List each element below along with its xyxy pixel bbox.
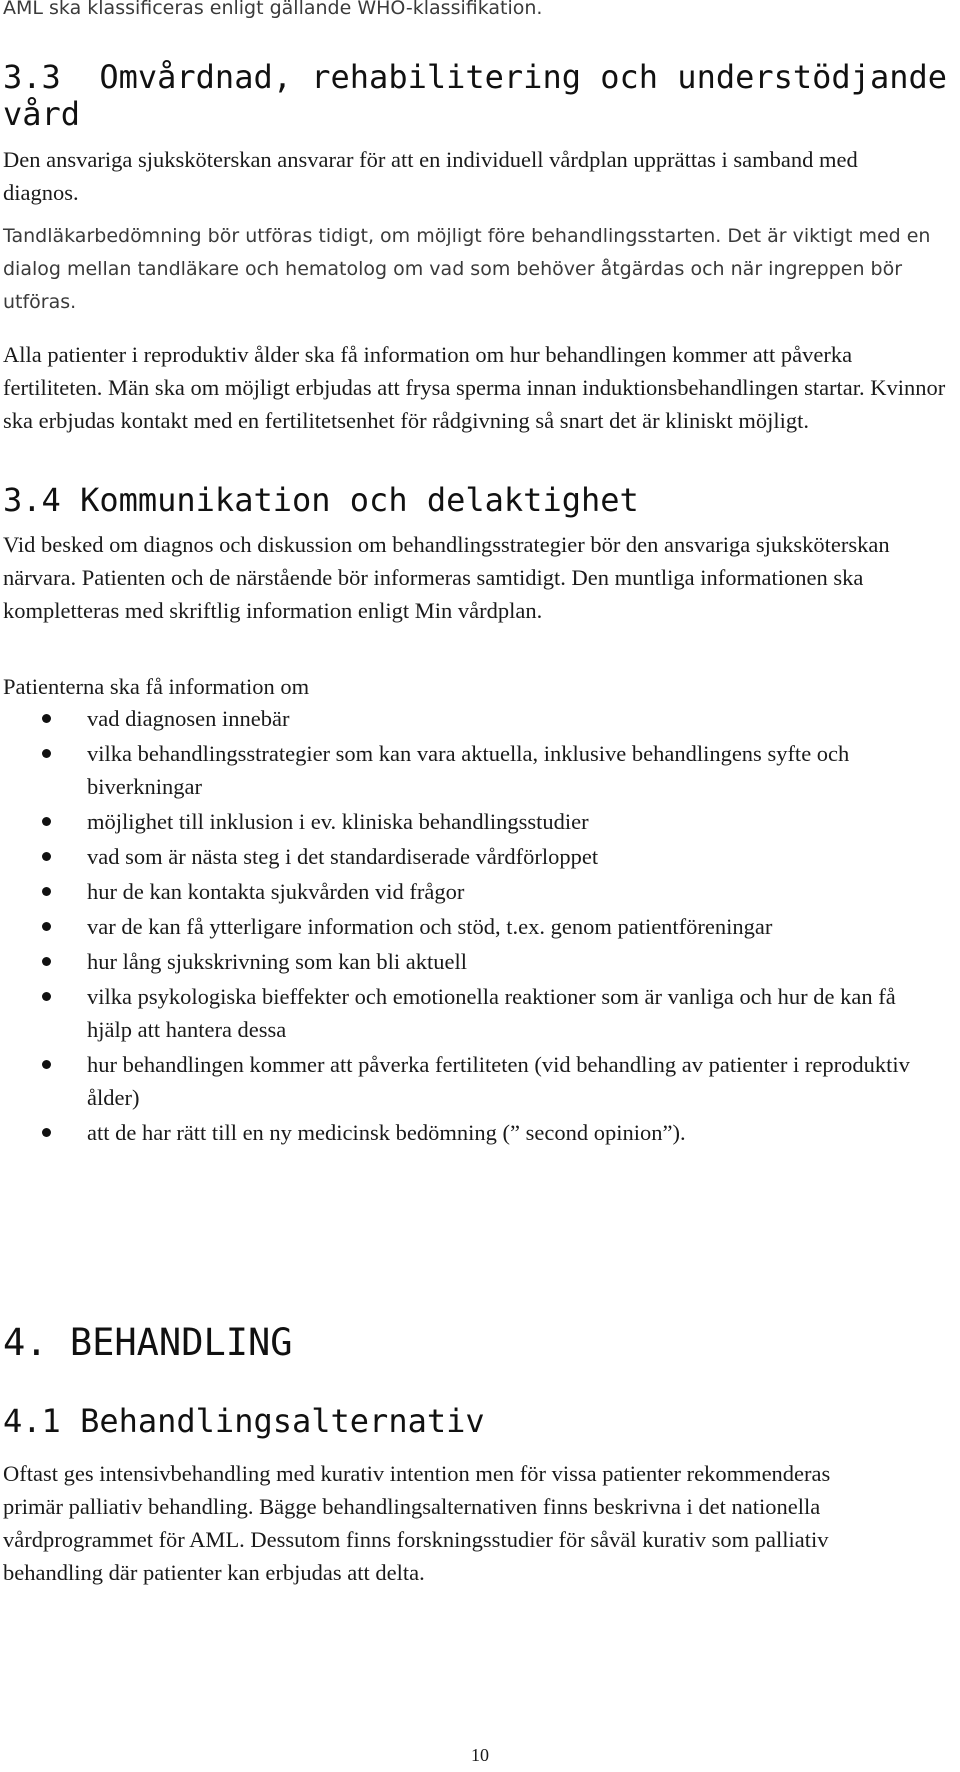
bullet-icon: [42, 714, 51, 723]
section-3-3-heading: [3, 58, 948, 133]
bullet-icon: [42, 992, 51, 1001]
list-item: hur lång sjukskrivning som kan bli aktuell: [3, 945, 943, 978]
page-number: 10: [471, 1745, 489, 1765]
list-item: hur de kan kontakta sjukvården vid frågor: [3, 875, 943, 908]
list-intro: Patienterna ska få information om: [3, 674, 310, 699]
list-item: möjlighet till inklusion i ev. kliniska behandlingsstudier: [3, 805, 943, 838]
list-item: vilka psykologiska bieffekter och emotionella reaktioner som är vanliga och hur de kan få hjälp att hantera dessa: [3, 980, 943, 1046]
section-3-3-heading-line2: vård: [3, 95, 81, 133]
list-item: hur behandlingen kommer att påverka fertiliteten (vid behandling av patienter i reproduktiv ålder): [3, 1048, 943, 1114]
bullet-icon: [42, 1128, 51, 1137]
list-item: vad diagnosen innebär: [3, 702, 943, 735]
information-list: [3, 702, 943, 1151]
bullet-icon: [42, 922, 51, 931]
bullet-icon: [42, 749, 51, 758]
section-3-3-heading-line1: 3.3 Omvårdnad, rehabilitering och understödjande: [3, 58, 948, 96]
section-3-3-paragraph-3: Alla patienter i reproduktiv ålder ska få information om hur behandlingen kommer att påverka fertiliteten. Män ska om möjligt erbjudas att frysa sperma innan induktionsbehandlingen startar. Kvinnor ska erbjudas kontakt med en fertilitetsenhet för rådgivning så snart det är kliniskt möjligt.: [3, 342, 946, 433]
section-4-heading: 4. BEHANDLING: [3, 1321, 293, 1364]
section-3-3-paragraph-2: Tandläkarbedömning bör utföras tidigt, om möjligt före behandlingsstarten. Det är viktigt med en dialog mellan tandläkare och hematolog om vad som behöver åtgärdas och när ingreppen bör utföras.: [3, 225, 931, 313]
list-item: var de kan få ytterligare information och stöd, t.ex. genom patientföreningar: [3, 910, 943, 943]
section-3-4-heading: 3.4 Kommunikation och delaktighet: [3, 481, 639, 519]
section-3-4-paragraph-1: Vid besked om diagnos och diskussion om behandlingsstrategier bör den ansvariga sjuksköterskan närvara. Patienten och de närstående bör informeras samtidigt. Den muntliga informationen ska kompletteras med skriftlig information enligt Min vårdplan.: [3, 532, 890, 623]
bullet-icon: [42, 1060, 51, 1069]
section-4-1-paragraph-1: Oftast ges intensivbehandling med kurativ intention men för vissa patienter rekommenderas primär palliativ behandling. Bägge behandlingsalternativen finns beskrivna i det nationella vårdprogrammet för AML. Dessutom finns forskningsstudier för såväl kurativ som palliativ behandling där patienter kan erbjudas att delta.: [3, 1461, 831, 1585]
bullet-icon: [42, 887, 51, 896]
bullet-icon: [42, 852, 51, 861]
list-item: att de har rätt till en ny medicinsk bedömning (” second opinion”).: [3, 1116, 943, 1149]
top-line: AML ska klassificeras enligt gällande WHO-klassifikation.: [3, 0, 543, 19]
list-item: vad som är nästa steg i det standardiserade vårdförloppet: [3, 840, 943, 873]
section-4-1-heading: 4.1 Behandlingsalternativ: [3, 1402, 485, 1440]
bullet-icon: [42, 957, 51, 966]
section-3-3-paragraph-1: Den ansvariga sjuksköterskan ansvarar för att en individuell vårdplan upprättas i samband med diagnos.: [3, 147, 858, 205]
list-item: vilka behandlingsstrategier som kan vara aktuella, inklusive behandlingens syfte och biverkningar: [3, 737, 943, 803]
bullet-icon: [42, 817, 51, 826]
